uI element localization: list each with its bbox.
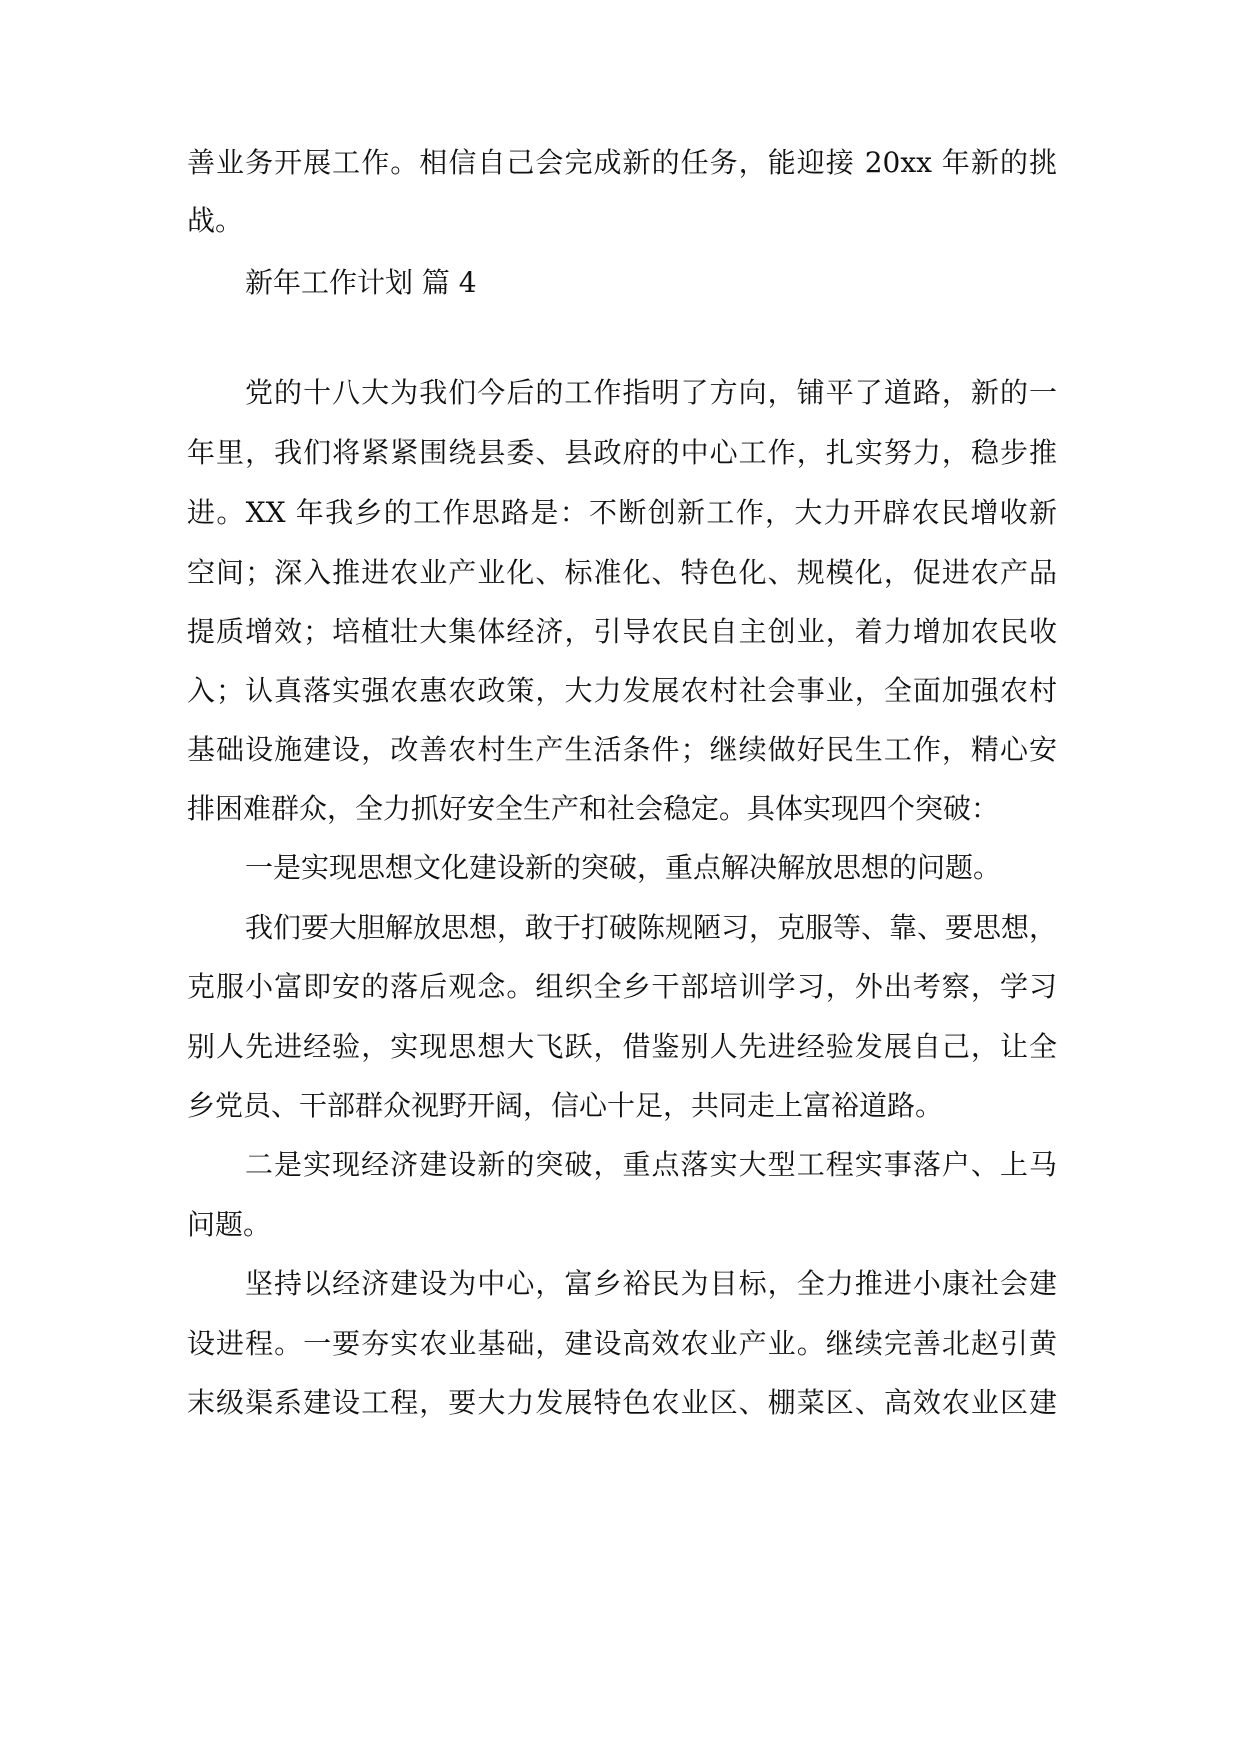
paragraph-line: 提质增效；培植壮大集体经济，引导农民自主创业，着力增加农民收: [187, 615, 1057, 648]
paragraph-line: 入；认真落实强农惠农政策，大力发展农村社会事业，全面加强农村: [187, 674, 1057, 707]
paragraph-line: 我们要大胆解放思想，敢于打破陈规陋习，克服等、靠、要思想，: [245, 911, 1057, 944]
paragraph-line: 空间；深入推进农业产业化、标准化、特色化、规模化，促进农产品: [187, 556, 1057, 589]
paragraph-line: 克服小富即安的落后观念。组织全乡干部培训学习，外出考察，学习: [187, 970, 1057, 1003]
paragraph-line: 乡党员、干部群众视野开阔，信心十足，共同走上富裕道路。: [187, 1089, 944, 1122]
paragraph-line: 年里，我们将紧紧围绕县委、县政府的中心工作，扎实努力，稳步推: [187, 436, 1057, 469]
paragraph-line: 进。XX 年我乡的工作思路是：不断创新工作，大力开辟农民增收新: [187, 496, 1057, 529]
section-heading: 新年工作计划 篇 4: [245, 266, 477, 299]
paragraph-line: 党的十八大为我们今后的工作指明了方向，铺平了道路，新的一: [245, 376, 1057, 409]
paragraph-line: 问题。: [187, 1208, 272, 1241]
paragraph-line: 设进程。一要夯实农业基础，建设高效农业产业。继续完善北赵引黄: [187, 1327, 1057, 1360]
paragraph-line: 战。: [187, 204, 244, 237]
paragraph-line: 排困难群众，全力抓好安全生产和社会稳定。具体实现四个突破：: [187, 792, 1000, 825]
paragraph-line: 一是实现思想文化建设新的突破，重点解决解放思想的问题。: [245, 851, 1002, 884]
paragraph-line: 二是实现经济建设新的突破，重点落实大型工程实事落户、上马: [245, 1148, 1057, 1181]
paragraph-line: 别人先进经验，实现思想大飞跃，借鉴别人先进经验发展自己，让全: [187, 1030, 1057, 1063]
paragraph-line: 善业务开展工作。相信自己会完成新的任务，能迎接 20xx 年新的挑: [187, 146, 1057, 179]
paragraph-line: 末级渠系建设工程，要大力发展特色农业区、棚菜区、高效农业区建: [187, 1386, 1057, 1419]
paragraph-line: 基础设施建设，改善农村生产生活条件；继续做好民生工作，精心安: [187, 733, 1057, 766]
paragraph-line: 坚持以经济建设为中心，富乡裕民为目标，全力推进小康社会建: [245, 1267, 1057, 1300]
